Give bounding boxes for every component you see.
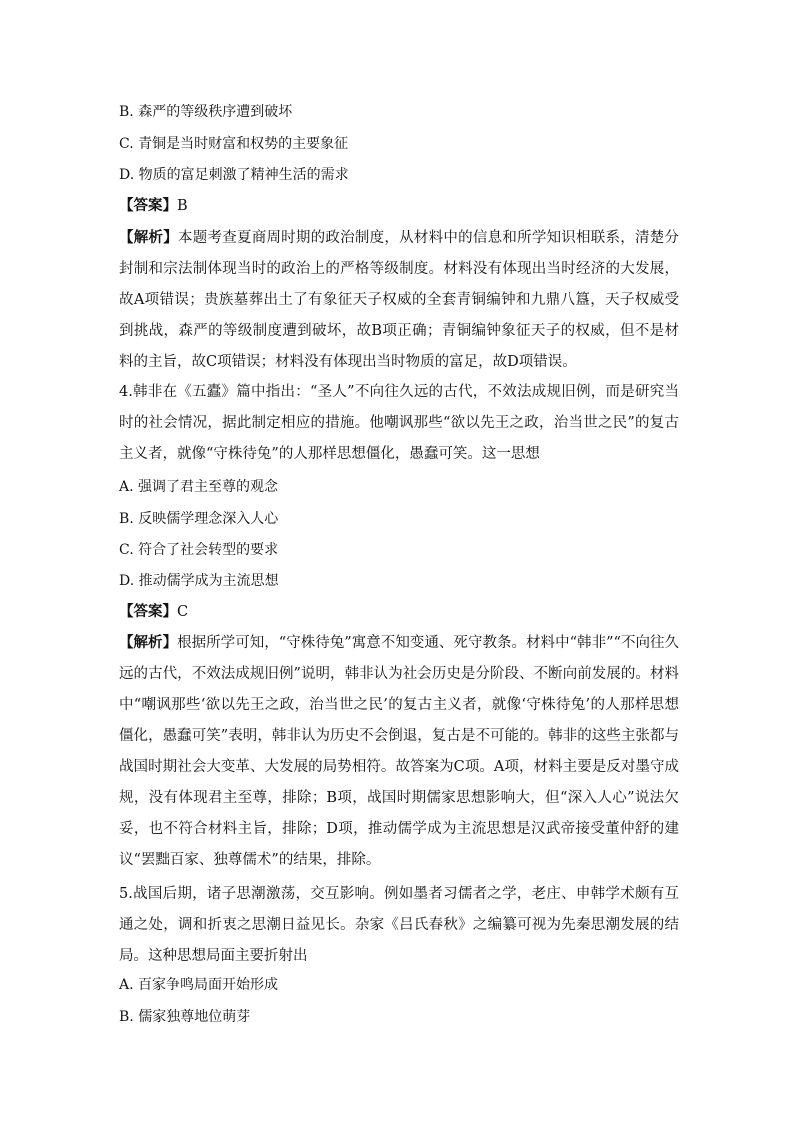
analysis-label: 【解析】 (119, 229, 178, 246)
answer-value: C (177, 604, 189, 620)
q4-stem: 4.韩非在《五蠹》篇中指出：“圣人”不向往久远的古代，不效法成规旧例，而是研究当时的社会情况，据此制定相应的措施。他嘲讽那些“欲以先王之政，治当世之民”的复古主义者，就像“守株待兔”的人那样思想僵化，愚蠢可笑。这一思想 (119, 384, 679, 462)
q4-option-d: D. 推动儒学成为主流思想 (119, 573, 279, 589)
q3-analysis (119, 222, 679, 378)
q3-answer (119, 196, 188, 216)
answer-label: 【答案】 (119, 197, 177, 214)
answer-value: B (177, 198, 188, 214)
q4-option-a: A. 强调了君主至尊的观念 (119, 479, 279, 495)
q3-option-d: D. 物质的富足刺激了精神生活的需求 (119, 167, 349, 183)
q4-answer (119, 602, 188, 622)
q4-analysis (119, 627, 679, 876)
q5-option-a: A. 百家争鸣局面开始形成 (119, 977, 279, 993)
analysis-text: 根据所学可知，“守株待兔”寓意不知变通、死守教条。材料中“韩非”“不向往久远的古代，不效法成规旧例”说明，韩非认为社会历史是分阶段、不断向前发展的。材料中“嘲讽那些‘欲以先王之政，治当世之民’的复古主义者，就像‘守株待兔’的人那样思想僵化，愚蠢可笑”表明，韩非认为历史不会倒退，复古是不可能的。韩非的这些主张都与战国时期社会大变革、大发展的局势相符。故答案为C项。A项，材料主要是反对墨守成规，没有体现君主至尊，排除；B项，战国时期儒家思想影响大，但“深入人心”说法欠妥，也不符合材料主旨，排除；D项，推动儒学成为主流思想是汉武帝接受董仲舒的建议“罢黜百家、独尊儒术”的结果，排除。 (119, 635, 680, 868)
analysis-text: 本题考查夏商周时期的政治制度，从材料中的信息和所学知识相联系，清楚分封制和宗法制体现当时的政治上的严格等级制度。材料没有体现出当时经济的大发展，故A项错误；贵族墓葬出土了有象征天子权威的全套青铜编钟和九鼎八簋，天子权威受到挑战，森严的等级制度遭到破坏，故B项正确；青铜编钟象征天子的权威，但不是材料的主旨，故C项错误；材料没有体现出当时物质的富足，故D项错误。 (119, 230, 680, 370)
q4-option-c: C. 符合了社会转型的要求 (119, 542, 279, 558)
q3-option-b: B. 森严的等级秩序遭到破坏 (119, 104, 293, 120)
q3-option-c: C. 青铜是当时财富和权势的主要象征 (119, 136, 349, 152)
answer-label: 【答案】 (119, 603, 177, 620)
q5-option-b: B. 儒家独尊地位萌芽 (119, 1009, 251, 1025)
analysis-label: 【解析】 (119, 634, 178, 651)
q5-stem: 5.战国后期，诸子思潮激荡，交互影响。例如墨者习儒者之学，老庄、申韩学术颇有互通之处，调和折衷之思潮日益见长。杂家《吕氏春秋》之编纂可视为先秦思潮发展的结局。这种思想局面主要折射出 (119, 886, 679, 964)
q4-option-b: B. 反映儒学理念深入人心 (119, 511, 279, 527)
